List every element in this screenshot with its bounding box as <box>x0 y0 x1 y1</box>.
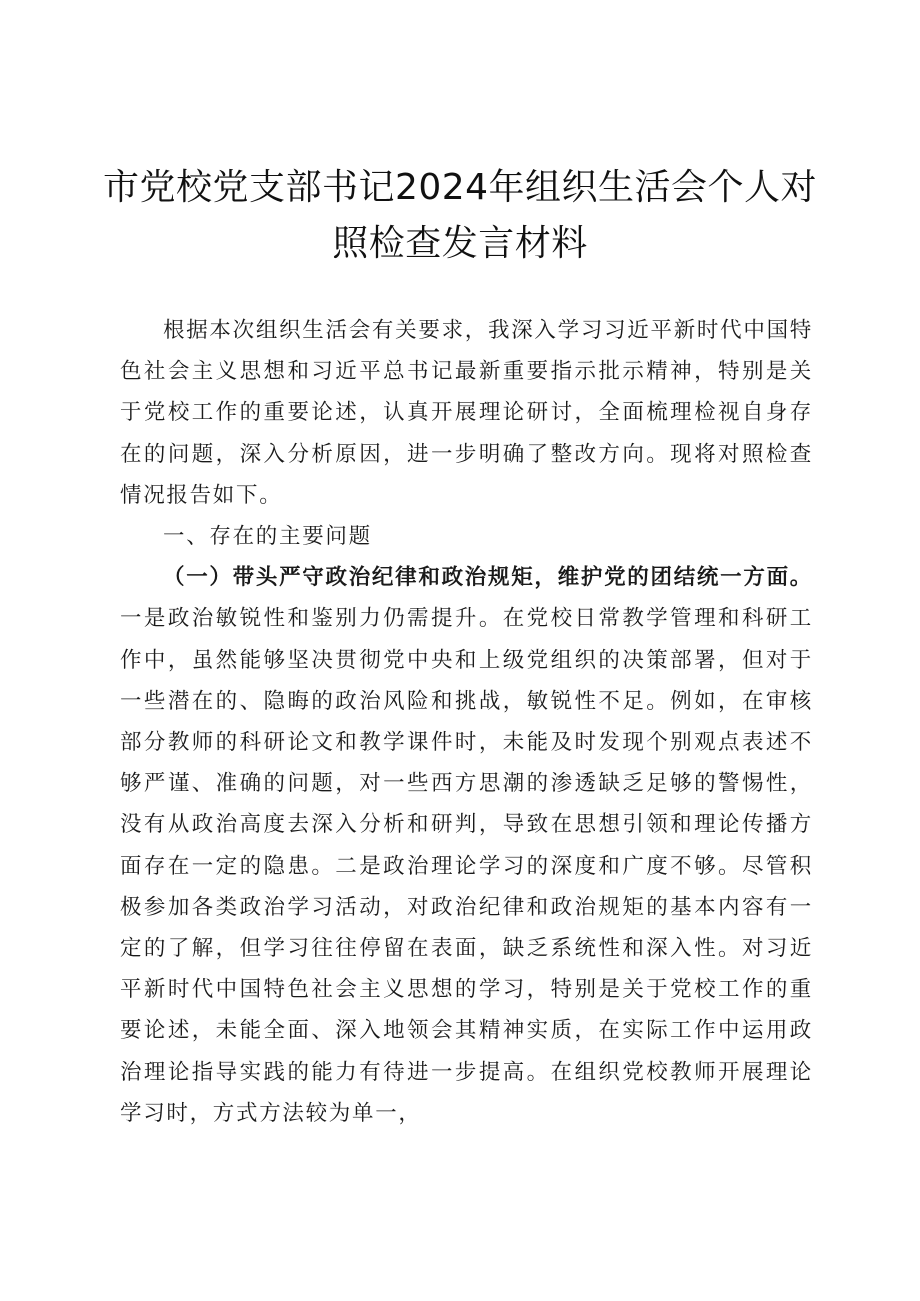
subsection-body: 一是政治敏锐性和鉴别力仍需提升。在党校日常教学管理和科研工作中，虽然能够坚决贯彻党中央和上级党组织的决策部署，但对于一些潜在的、隐晦的政治风险和挑战，敏锐性不足。例如，在审核部分教师的科研论文和教学课件时，未能及时发现个别观点表述不够严谨、准确的问题，对一些西方思潮的渗透缺乏足够的警惕性，没有从政治高度去深入分析和研判，导致在思想引领和理论传播方面存在一定的隐患。二是政治理论学习的深度和广度不够。尽管积极参加各类政治学习活动，对政治纪律和政治规矩的基本内容有一定的了解，但学习往往停留在表面，缺乏系统性和深入性。对习近平新时代中国特色社会主义思想的学习，特别是关于党校工作的重要论述，未能全面、深入地领会其精神实质，在实际工作中运用政治理论指导实践的能力有待进一步提高。在组织党校教师开展理论学习时，方式方法较为单一， <box>120 606 813 1126</box>
document-body <box>120 310 813 1134</box>
section-heading: 一、存在的主要问题 <box>163 524 372 550</box>
document-title <box>100 160 820 272</box>
intro-paragraph: 根据本次组织生活会有关要求，我深入学习习近平新时代中国特色社会主义思想和习近平总书记最新重要指示批示精神，特别是关于党校工作的重要论述，认真开展理论研讨，全面梳理检视自身存在的问题，深入分析原因，进一步明确了整改方向。现将对照检查情况报告如下。 <box>120 318 813 508</box>
subsection-heading: （一）带头严守政治纪律和政治规矩，维护党的团结统一方面。 <box>163 565 813 591</box>
title-line-2: 照检查发言材料 <box>332 223 588 264</box>
subsection-paragraph <box>120 557 813 1134</box>
title-line-1: 市党校党支部书记2024年组织生活会个人对 <box>102 167 818 208</box>
